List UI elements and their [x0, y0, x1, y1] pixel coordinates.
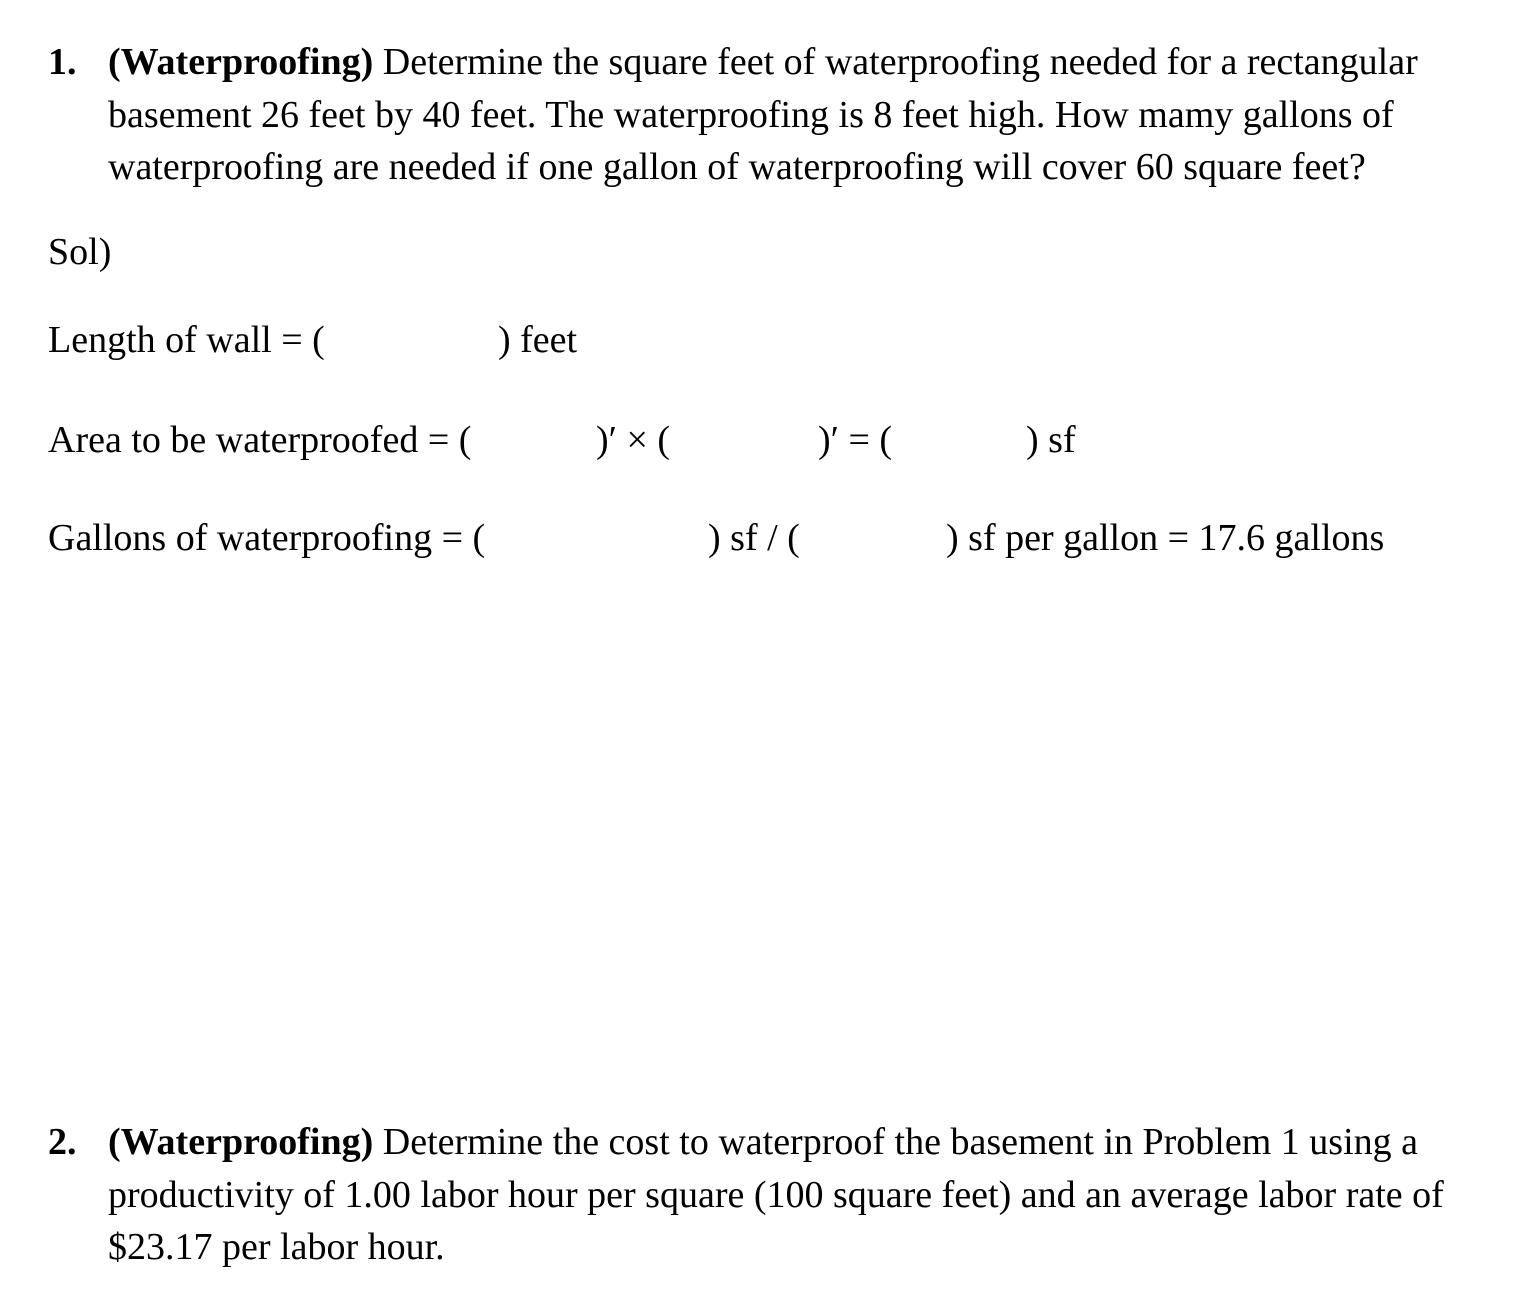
problem-2-heading: (Waterproofing) [108, 1121, 374, 1163]
problem-1-text [108, 36, 1518, 194]
problem-2 [48, 1116, 1518, 1274]
problem-1 [48, 36, 1518, 194]
problem-2-statement: Determine the cost to waterproof the basement in Problem 1 using a productivity of 1.00 labor hour per square (100 square feet) and an average labor rate of $23.17 per labor hour. [108, 1121, 1444, 1268]
gallons-label: Gallons of waterproofing = ( [48, 517, 486, 559]
problem-1-heading: (Waterproofing) [108, 41, 374, 83]
area-times: )′ × ( [596, 419, 671, 461]
gallons-divide: ) sf / ( [708, 517, 800, 559]
area-unit: ) sf [1026, 419, 1076, 461]
problem-1-statement: Determine the square feet of waterproofing needed for a rectangular basement 26 feet by 40 feet. The waterproofing is 8 feet high. How mamy gallons of waterproofing are needed if one gallon of waterproofing will cover 60 square feet? [108, 41, 1418, 188]
problem-2-number: 2. [48, 1121, 77, 1163]
area-label: Area to be waterproofed = ( [48, 419, 472, 461]
area-equals: )′ = ( [818, 419, 893, 461]
problem-2-text [108, 1116, 1518, 1274]
length-label: Length of wall = ( [48, 319, 325, 361]
gallons-result: ) sf per gallon = 17.6 gallons [946, 517, 1385, 559]
problem-1-number: 1. [48, 41, 77, 83]
solution-label: Sol) [48, 231, 112, 273]
length-unit: ) feet [498, 319, 578, 361]
